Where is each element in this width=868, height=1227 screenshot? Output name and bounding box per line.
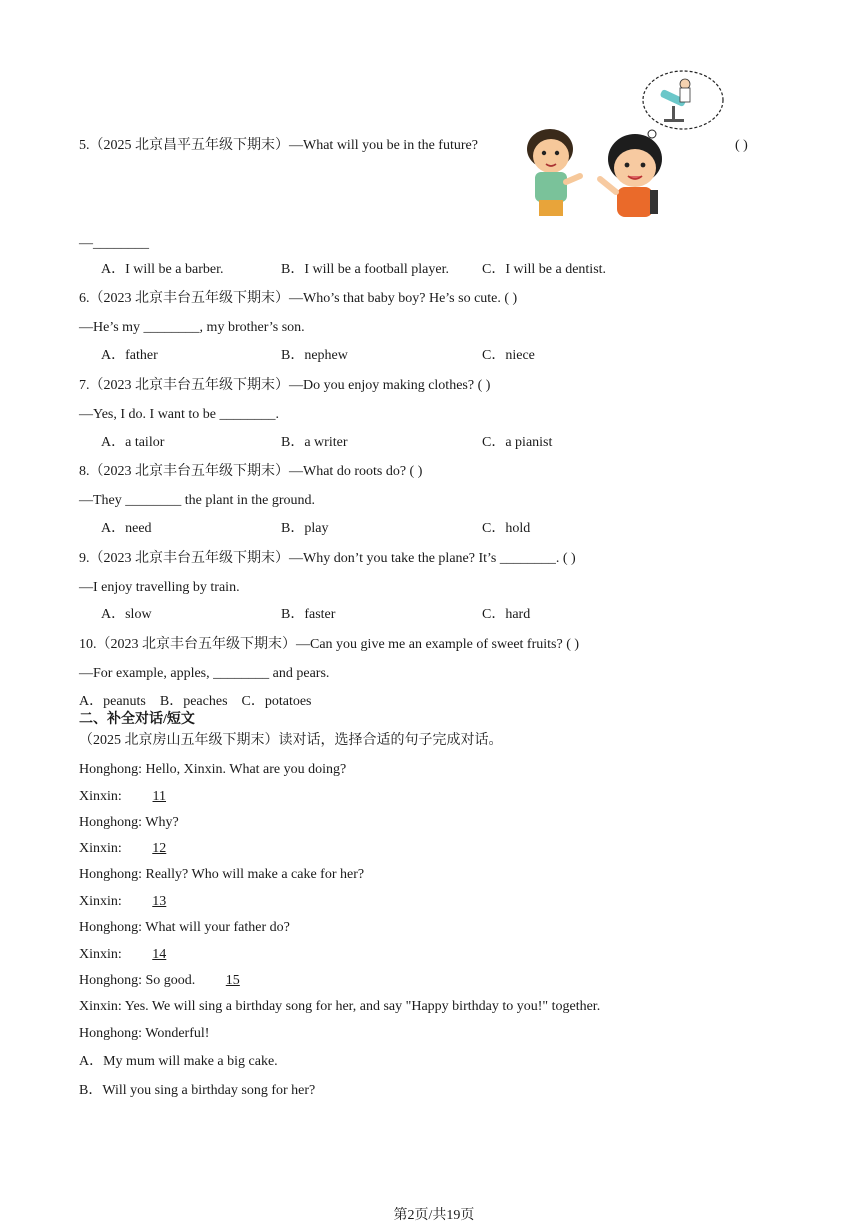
dialogue-speaker: Xinxin: bbox=[79, 999, 122, 1014]
dialogue-speaker: Honghong: bbox=[79, 867, 142, 882]
q6-stem: 6.（2023 北京丰台五年级下期末）—Who’s that baby boy? He’s so cute. ( ) bbox=[79, 291, 518, 306]
q5-option-c[interactable]: C．I will be a dentist. bbox=[482, 262, 607, 277]
q7-option-c[interactable]: C．a pianist bbox=[482, 435, 553, 450]
q7-stem: 7.（2023 北京丰台五年级下期末）—Do you enjoy making clothes? ( ) bbox=[79, 378, 491, 393]
dialogue-line bbox=[79, 946, 189, 964]
dialogue-speaker: Xinxin: bbox=[79, 947, 122, 962]
dialogue-text: Wonderful! bbox=[145, 1026, 210, 1041]
q6-option-c[interactable]: C．niece bbox=[482, 348, 535, 363]
dialogue-line bbox=[79, 814, 179, 832]
blank-12[interactable]: 12 bbox=[152, 841, 167, 856]
dialogue-speaker: Honghong: bbox=[79, 1026, 142, 1041]
choice-a[interactable]: A．My mum will make a big cake. bbox=[79, 1054, 278, 1069]
dialogue-line bbox=[79, 919, 290, 937]
blank-11[interactable]: 11 bbox=[152, 789, 167, 804]
section-intro: （2025 北京房山五年级下期末）读对话，选择合适的句子完成对话。 bbox=[79, 733, 503, 748]
q9-reply: —I enjoy travelling by train. bbox=[79, 580, 240, 595]
dialogue-speaker: Honghong: bbox=[79, 973, 142, 988]
q9-option-c[interactable]: C．hard bbox=[482, 607, 531, 622]
page-footer: 第2页/共19页 bbox=[393, 1208, 475, 1223]
dialogue-speaker: Honghong: bbox=[79, 920, 142, 935]
q5-answer-paren[interactable]: ( ) bbox=[735, 138, 748, 153]
dialogue-line bbox=[79, 972, 263, 990]
q10-stem: 10.（2023 北京丰台五年级下期末）—Can you give me an example of sweet fruits? ( ) bbox=[79, 637, 580, 652]
section-heading: 二、补全对话/短文 bbox=[79, 712, 195, 727]
q6-option-b[interactable]: B．nephew bbox=[281, 348, 348, 363]
q9-option-a[interactable]: A．slow bbox=[101, 607, 152, 622]
dialogue-text: Yes. We will sing a birthday song for her, and say "Happy birthday to you!" together. bbox=[124, 999, 601, 1014]
q5-option-a[interactable]: A．I will be a barber. bbox=[101, 262, 224, 277]
dialogue-text: Hello, Xinxin. What are you doing? bbox=[145, 762, 347, 777]
q10-options[interactable]: A．peanuts B．peaches C．potatoes bbox=[79, 694, 312, 709]
q7-option-a[interactable]: A．a tailor bbox=[101, 435, 165, 450]
q8-option-a[interactable]: A．need bbox=[101, 521, 152, 536]
q5-option-b[interactable]: B．I will be a football player. bbox=[281, 262, 449, 277]
q8-reply: —They ________ the plant in the ground. bbox=[79, 493, 316, 508]
q10-reply: —For example, apples, ________ and pears. bbox=[79, 666, 330, 681]
boy-left-icon bbox=[527, 129, 580, 216]
q7-option-b[interactable]: B．a writer bbox=[281, 435, 348, 450]
boy-right-icon bbox=[600, 134, 662, 217]
dialogue-speaker: Xinxin: bbox=[79, 894, 122, 909]
q8-option-b[interactable]: B．play bbox=[281, 521, 329, 536]
dialogue-speaker: Honghong: bbox=[79, 762, 142, 777]
dialogue-line bbox=[79, 761, 346, 779]
blank-13[interactable]: 13 bbox=[152, 894, 167, 909]
q9-stem: 9.（2023 北京丰台五年级下期末）—Why don’t you take the plane? It’s ________. ( ) bbox=[79, 551, 576, 566]
dialogue-text: What will your father do? bbox=[145, 920, 290, 935]
choice-b[interactable]: B．Will you sing a birthday song for her? bbox=[79, 1083, 316, 1098]
q6-reply: —He’s my ________, my brother’s son. bbox=[79, 320, 305, 335]
q5-reply: —________ bbox=[79, 236, 149, 251]
q7-reply: —Yes, I do. I want to be ________. bbox=[79, 407, 280, 422]
dialogue-speaker: Xinxin: bbox=[79, 841, 122, 856]
q8-option-c[interactable]: C．hold bbox=[482, 521, 531, 536]
q8-stem: 8.（2023 北京丰台五年级下期末）—What do roots do? ( ) bbox=[79, 464, 423, 479]
dialogue-line bbox=[79, 998, 600, 1016]
dialogue-line bbox=[79, 840, 189, 858]
dialogue-text: So good. bbox=[145, 973, 196, 988]
q5-illustration bbox=[520, 64, 735, 224]
q5-stem: 5.（2025 北京昌平五年级下期末）—What will you be in the future? bbox=[79, 138, 478, 153]
dialogue-line bbox=[79, 893, 189, 911]
thought-cloud-icon bbox=[643, 71, 723, 147]
dialogue-line bbox=[79, 1025, 209, 1043]
dialogue-text: Really? Who will make a cake for her? bbox=[145, 867, 365, 882]
blank-15[interactable]: 15 bbox=[225, 973, 240, 988]
dialogue-speaker: Xinxin: bbox=[79, 789, 122, 804]
blank-14[interactable]: 14 bbox=[152, 947, 167, 962]
q6-option-a[interactable]: A．father bbox=[101, 348, 158, 363]
dialogue-text: Why? bbox=[145, 815, 179, 830]
dialogue-speaker: Honghong: bbox=[79, 815, 142, 830]
q9-option-b[interactable]: B．faster bbox=[281, 607, 336, 622]
dialogue-line bbox=[79, 866, 364, 884]
dialogue-line bbox=[79, 788, 189, 806]
